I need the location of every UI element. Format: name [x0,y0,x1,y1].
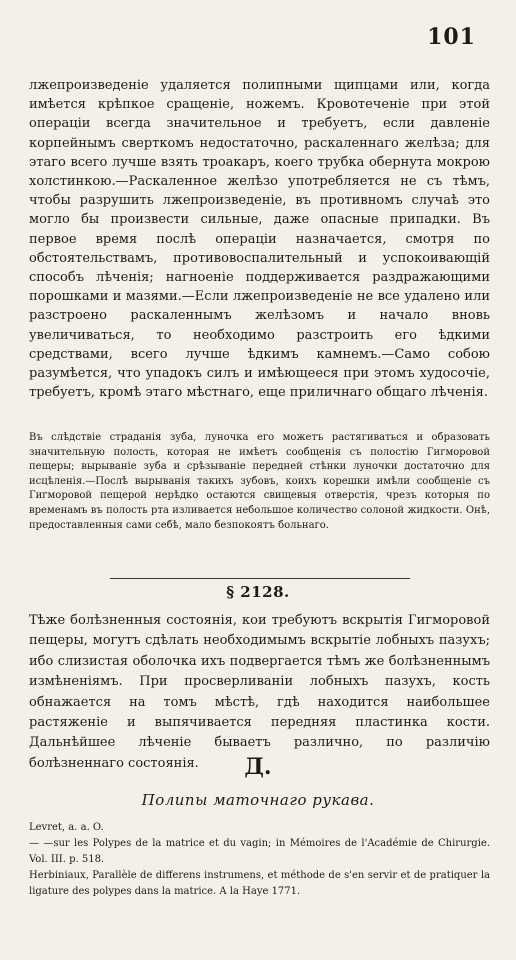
subsection-letter: Д. [244,754,272,780]
footnote-paragraph: Въ слѣдствіе страданія зуба, луночка его можетъ растягиваться и образовать значительную полость, которая не имѣетъ сообщенія съ полостію Гигморовой пещеры; вырываніе зуба и срѣзываніе передней стѣнки луночки достаточно для исцѣленія.—Послѣ вырыванія такихъ зубовъ, коихъ корешки имѣли сообщеніе съ Гигморовой пещерой нерѣдко остаются свищевыя отверстія, чрезъ которыя по временамъ въ полость рта изливается небольшое количество солоной жидкости. Онѣ, предоставленныя сами себѣ, мало безпокоятъ больнаго. [29,432,490,531]
section-divider [110,578,410,579]
reference-item: Levret, a. a. O. [29,822,104,833]
section-paragraph: Тѣже болѣзненныя состоянія, кои требуютъ вскрытія Гигморовой пещеры, могутъ сдѣлать необходимымъ вскрытіе лобныхъ пазухъ; ибо слизистая оболочка ихъ подвергается тѣмъ же болѣзненнымъ измѣненіямъ. При просверливаніи лобныхъ пазухъ, кость обнажается на томъ мѣстѣ, гдѣ находится наибольшее растяженіе и выпячивается передняя пластинка кости. Дальнѣйшее лѣченіе бываетъ различно, по различію болѣзненнаго состоянія. [29,613,490,771]
reference-item: — —sur les Polypes de la matrice et du vagin; in Mémoires de l'Académie de Chirurgie. Vol. III. p. 518. [29,838,490,865]
subsection-title: Полипы маточнаго рукава. [141,791,375,809]
reference-item: Herbiniaux, Parallèle de differens instrumens, et méthode de s'en servir et de pratiquer la ligature des polypes dans la matrice. A la Haye 1771. [29,870,490,897]
section-heading: § 2128. [226,583,290,601]
reference-list [29,820,490,900]
page-number: 101 [427,24,476,50]
main-paragraph: лжепроизведеніе удаляется полипными щипцами или, когда имѣется крѣпкое сращеніе, ножемъ. Кровотеченіе при этой операціи всегда значительное и требуетъ, если давленіе корпейнымъ сверткомъ недостаточно, раскаленнаго желѣза; для этаго всего лучше взять троакаръ, коего трубка обернута мокрою холстинкою.—Раскаленное желѣзо употребляется не съ тѣмъ, чтобы разрушить лжепроизведеніе, въ противномъ случаѣ это могло бы произвести сильные, даже опасные припадки. Въ первое время послѣ операціи назначается, смотря по обстоятельствамъ, противовоспалительный и успокоивающій способъ лѣченія; нагноеніе поддерживается раздражающими порошками и мазями.—Если лжепроизведеніе не все удалено или разстроено раскаленнымъ желѣзомъ и начало вновь увеличиваться, то необходимо разстроить его ѣдкими средствами, всего лучше ѣдкимъ камнемъ.—Само собою разумѣется, что упадокъ силъ и имѣющееся при этомъ худосочіе, требуетъ, кромѣ этаго мѣстнаго, еще приличнаго общаго лѣченія. [29,78,490,401]
